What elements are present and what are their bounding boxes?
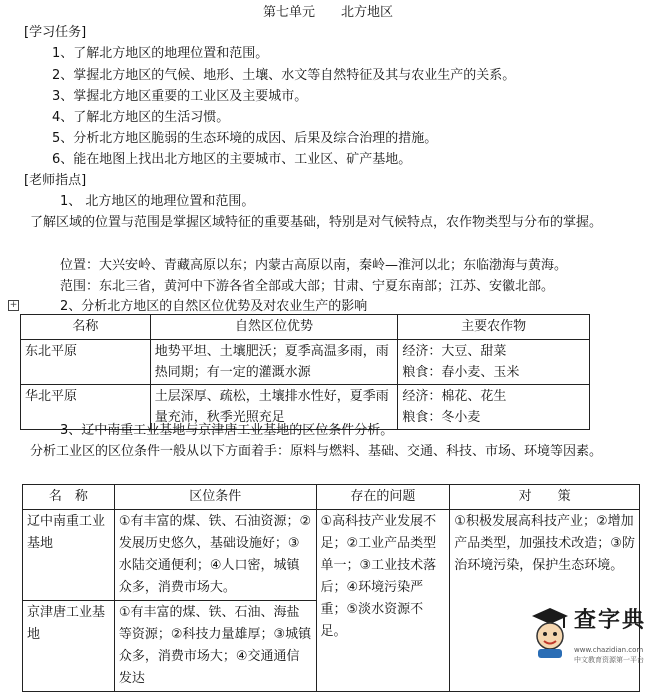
table-header: 名 称 (23, 485, 115, 510)
region-label: 北方地区 (341, 5, 394, 20)
point-heading: 1、 北方地区的地理位置和范围。 (60, 194, 255, 209)
conditions-cell: ①有丰富的煤、铁、石油资源；②发展历史悠久，基础设施好；③水陆交通便利；④人口密，城镇众多，消费市场大。 (114, 509, 316, 600)
crop-line: 经济：大豆、甜菜 (402, 343, 507, 359)
problems-cell: ①高科技产业发展不足；②工业产品类型单一；③工业技术落后；④环境污染严重；⑤淡水资源不足。 (316, 509, 450, 691)
location-text: 位置：大兴安岭、青藏高原以东；内蒙古高原以南，秦岭—淮河以北；东临渤海与黄海。 (60, 258, 568, 273)
plain-name: 东北平原 (21, 339, 151, 384)
plain-name: 华北平原 (21, 384, 151, 429)
task-item: 4、了解北方地区的生活习惯。 (52, 110, 230, 125)
logo-text: 查字典 (574, 608, 647, 633)
task-item: 6、能在地图上找出北方地区的主要城市、工业区、矿产基地。 (52, 152, 412, 167)
table-move-handle-icon[interactable]: + (9, 300, 18, 310)
base-name: 京津唐工业基地 (23, 600, 115, 691)
logo-slogan: 中文教育资源第一平台 (574, 656, 644, 664)
task-item: 2、掌握北方地区的气候、地形、土壤、水文等自然特征及其与农业生产的关系。 (52, 68, 516, 83)
crop-line: 经济：棉花、花生 (402, 388, 507, 404)
crop-line: 粮食：春小麦、玉米 (402, 364, 520, 380)
table-row (21, 339, 590, 384)
table-header: 名称 (21, 315, 151, 340)
site-logo (530, 606, 650, 670)
agriculture-table (20, 314, 590, 430)
advantage-cell: 土层深厚、疏松，土壤排水性好，夏季雨量充沛，秋季光照充足 (150, 384, 398, 429)
section-heading-guidance: [老师指点] (24, 173, 87, 188)
task-item: 5、分析北方地区脆弱的生态环境的成因、后果及综合治理的措施。 (52, 131, 438, 146)
table-header-row (23, 485, 640, 510)
point-paragraph: 分析工业区的区位条件一般从以下方面着手：原料与燃料、基础、交通、科技、市场、环境等因素。 (30, 444, 603, 459)
scope-text: 范围：东北三省，黄河中下游各省全部或大部；甘肃、宁夏东南部；江苏、安徽北部。 (60, 279, 555, 294)
conditions-cell: ①有丰富的煤、铁、石油、海盐等资源；②科技力量雄厚；③城镇众多，消费市场大；④交通通信发达 (114, 600, 316, 691)
advantage-cell: 地势平坦、土壤肥沃；夏季高温多雨，雨热同期；有一定的灌溉水源 (150, 339, 398, 384)
unit-label: 第七单元 (262, 5, 315, 20)
table-header: 存在的问题 (316, 485, 450, 510)
page-title (0, 2, 656, 24)
measures-cell: ①积极发展高科技产业；②增加产品类型，加强技术改造；③防治环境污染，保护生态环境。 (450, 509, 640, 691)
base-name: 辽中南重工业基地 (23, 509, 115, 600)
crop-line: 粮食：冬小麦 (402, 409, 481, 425)
table-header: 区位条件 (114, 485, 316, 510)
point-heading: 3、辽中南重工业基地与京津唐工业基地的区位条件分析。 (60, 423, 394, 438)
logo-url: www.chazidian.com (574, 646, 644, 654)
point-heading: 2、分析北方地区的自然区位优势及对农业生产的影响 (60, 299, 368, 314)
table-header: 对 策 (450, 485, 640, 510)
graduate-mascot-icon (530, 606, 570, 660)
table-header-row (21, 315, 590, 340)
table-header: 自然区位优势 (150, 315, 398, 340)
table-row (23, 509, 640, 600)
table-header: 主要农作物 (398, 315, 590, 340)
point-paragraph: 了解区域的位置与范围是掌握区域特征的重要基础，特别是对气候特点，农作物类型与分布的掌握。 (30, 215, 603, 230)
section-heading-tasks: [学习任务] (24, 25, 87, 40)
task-item: 3、掌握北方地区重要的工业区及主要城市。 (52, 89, 308, 104)
crops-cell (398, 339, 590, 384)
crops-cell (398, 384, 590, 429)
task-item: 1、了解北方地区的地理位置和范围。 (52, 46, 269, 61)
